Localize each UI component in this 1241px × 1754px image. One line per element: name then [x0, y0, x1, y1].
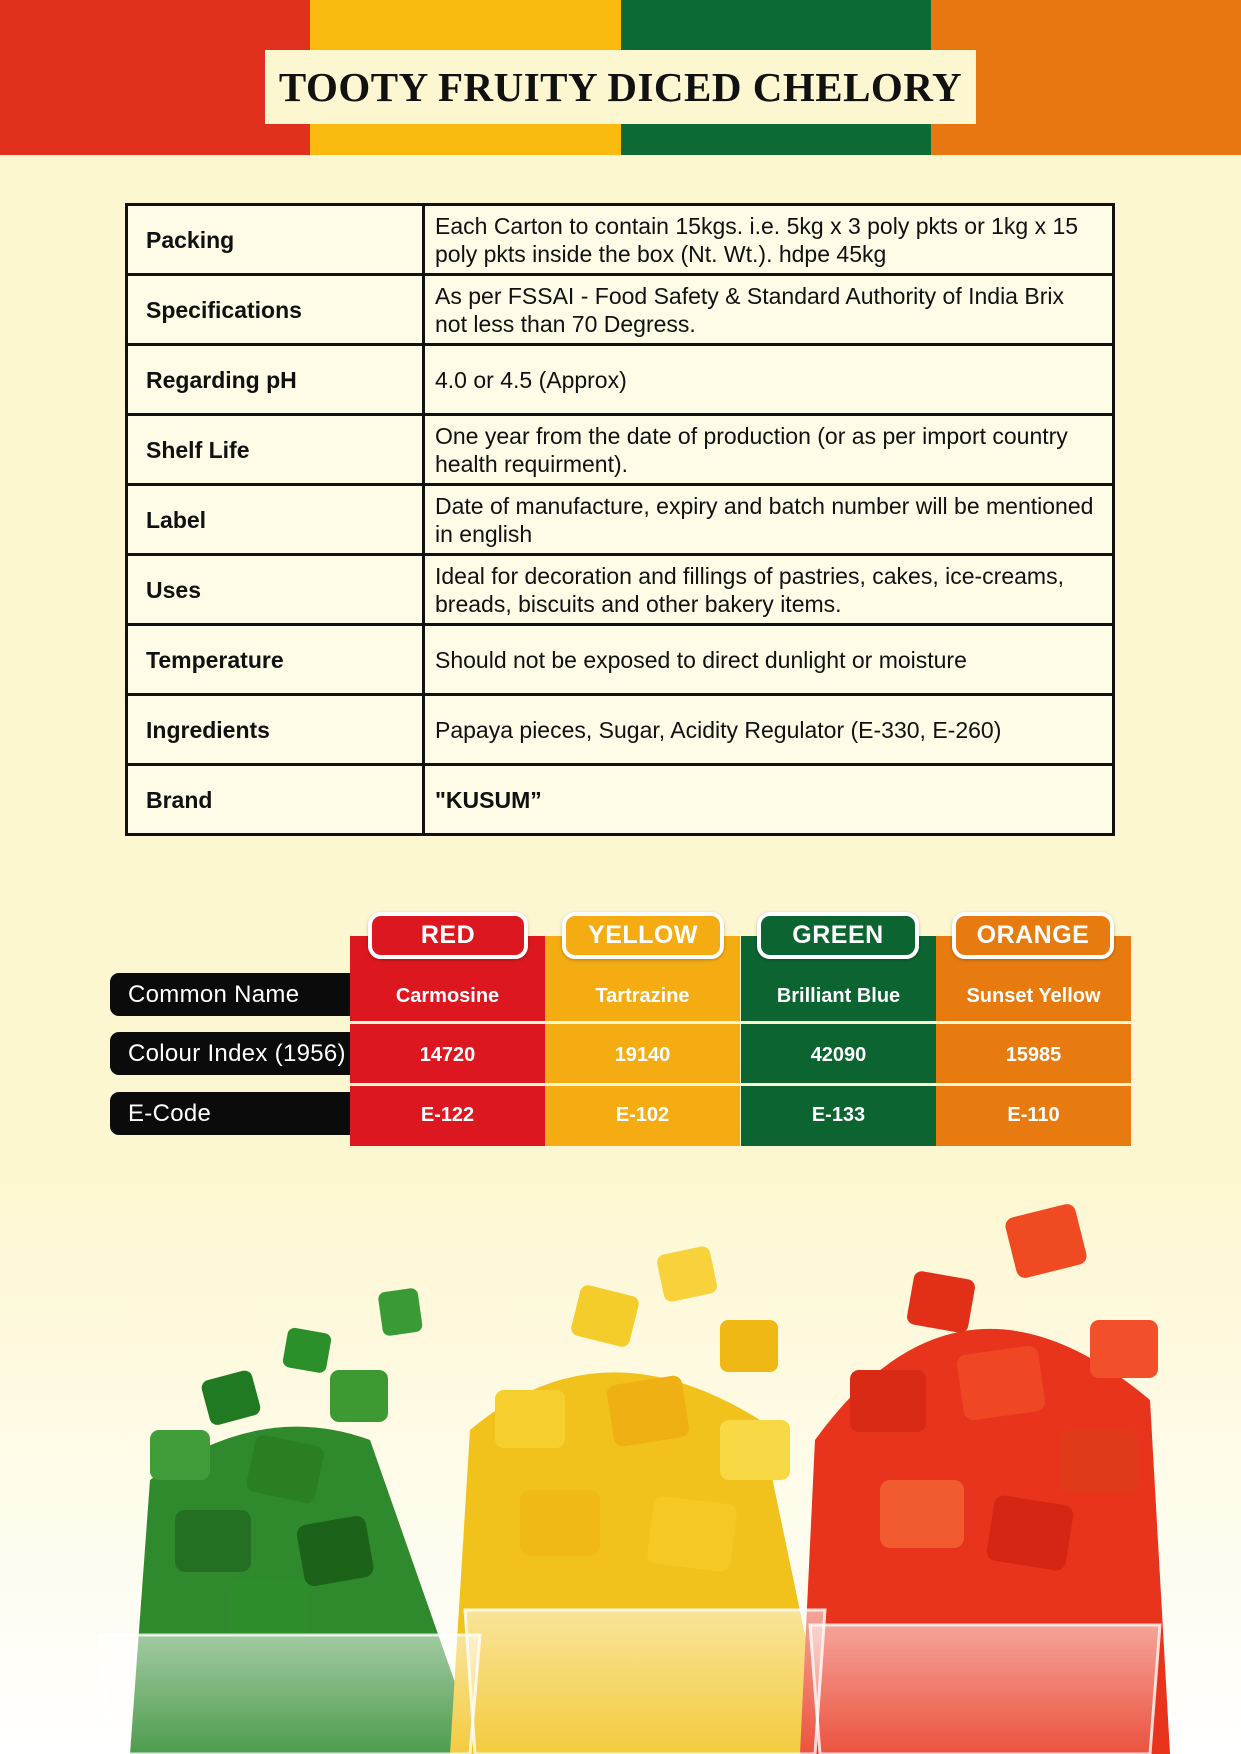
header-orange: ORANGE	[952, 912, 1114, 959]
header-green: GREEN	[757, 912, 919, 959]
spec-label: Regarding pH	[127, 345, 424, 415]
spec-value: Date of manufacture, expiry and batch number will be mentioned in english	[424, 485, 1114, 555]
common-name-orange: Sunset Yellow	[966, 985, 1101, 1007]
title-box	[265, 50, 976, 124]
spec-table	[125, 203, 1115, 836]
spec-value: "KUSUM”	[424, 765, 1114, 835]
table-row	[127, 485, 1114, 555]
band-red	[0, 0, 310, 155]
table-row	[127, 625, 1114, 695]
spec-label: Uses	[127, 555, 424, 625]
common-name-green: Brilliant Blue	[776, 985, 901, 1007]
table-row	[127, 765, 1114, 835]
e-code-green: E-133	[811, 1104, 866, 1126]
table-row	[127, 275, 1114, 345]
spec-value: 4.0 or 4.5 (Approx)	[424, 345, 1114, 415]
e-code-yellow: E-102	[615, 1104, 670, 1126]
spec-label: Label	[127, 485, 424, 555]
spec-label: Brand	[127, 765, 424, 835]
common-name-yellow: Tartrazine	[595, 985, 690, 1007]
common-name-red: Carmosine	[395, 985, 500, 1007]
e-code-orange: E-110	[1007, 1104, 1060, 1126]
header-yellow: YELLOW	[562, 912, 724, 959]
colour-index-orange: 15985	[1005, 1044, 1062, 1066]
spec-value: One year from the date of production (or as per import country health requirment).	[424, 415, 1114, 485]
spec-label: Packing	[127, 205, 424, 275]
spec-label: Ingredients	[127, 695, 424, 765]
row-divider	[350, 1083, 1131, 1086]
band-orange	[931, 0, 1241, 155]
header-red: RED	[368, 912, 528, 959]
spec-label: Specifications	[127, 275, 424, 345]
product-photo	[0, 1180, 1241, 1754]
spec-label: Shelf Life	[127, 415, 424, 485]
table-row	[127, 555, 1114, 625]
row-label-colour-index: Colour Index (1956)	[110, 1032, 350, 1075]
table-row	[127, 345, 1114, 415]
row-label-common-name: Common Name	[110, 973, 350, 1016]
e-code-red: E-122	[420, 1104, 475, 1126]
colour-index-red: 14720	[419, 1044, 476, 1066]
colour-index-green: 42090	[810, 1044, 867, 1066]
spec-label: Temperature	[127, 625, 424, 695]
colour-index-yellow: 19140	[614, 1044, 671, 1066]
spec-value: Each Carton to contain 15kgs. i.e. 5kg x 3 poly pkts or 1kg x 15 poly pkts inside the box (Nt. Wt.). hdpe 45kg	[424, 205, 1114, 275]
table-row	[127, 205, 1114, 275]
page-title: TOOTY FRUITY DICED CHELORY	[278, 64, 963, 110]
spec-value: Ideal for decoration and fillings of pastries, cakes, ice-creams, breads, biscuits and other bakery items.	[424, 555, 1114, 625]
spec-value: As per FSSAI - Food Safety & Standard Authority of India Brix not less than 70 Degress.	[424, 275, 1114, 345]
table-row	[127, 415, 1114, 485]
spec-value: Papaya pieces, Sugar, Acidity Regulator (E-330, E-260)	[424, 695, 1114, 765]
spec-value: Should not be exposed to direct dunlight or moisture	[424, 625, 1114, 695]
row-label-e-code: E-Code	[110, 1092, 350, 1135]
table-row	[127, 695, 1114, 765]
